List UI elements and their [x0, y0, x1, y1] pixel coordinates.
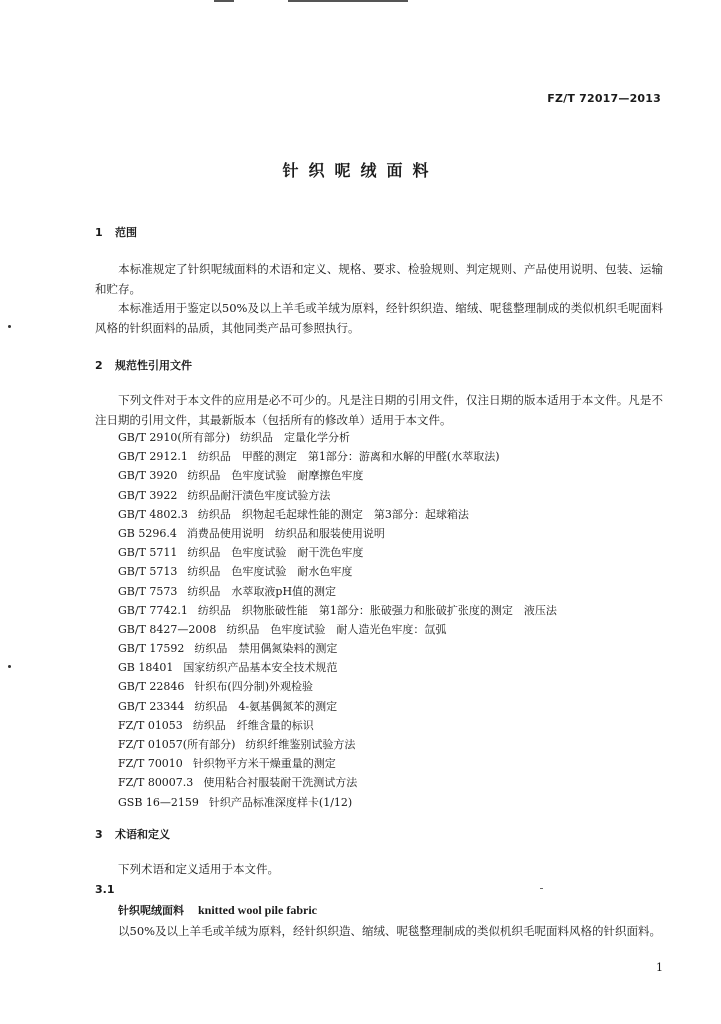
reference-title: 纺织品 色牢度试验 耐摩擦色牢度 [187, 469, 364, 483]
page-number: 1 [656, 961, 663, 974]
reference-code: GB 5296.4 [118, 526, 177, 540]
reference-title: 国家纺织产品基本安全技术规范 [183, 661, 338, 675]
reference-code: GB/T 3920 [118, 469, 178, 483]
reference-item [118, 716, 557, 735]
normative-intro [95, 390, 663, 430]
reference-item [118, 773, 557, 792]
normative-intro-text: 下列文件对于本文件的应用是必不可少的。凡是注日期的引用文件，仅注日期的版本适用于本文件。凡是不注日期的引用文件，其最新版本（包括所有的修改单）适用于本文件。 [95, 393, 663, 427]
reference-code: GB/T 5711 [118, 546, 178, 560]
reference-title: 纺织品 色牢度试验 耐水色牢度 [187, 565, 353, 579]
reference-title: 纺织品 织物起毛起球性能的测定 第3部分：起球箱法 [197, 507, 469, 521]
reference-item [118, 754, 557, 773]
term-number: 3.1 [95, 883, 115, 896]
terms-intro-text: 下列术语和定义适用于本文件。 [118, 862, 279, 876]
reference-title: 纺织品 4-氨基偶氮苯的测定 [194, 699, 338, 713]
reference-code: GB/T 8427—2008 [118, 622, 217, 636]
scope-paragraph-1 [95, 259, 663, 299]
reference-item [118, 466, 557, 485]
reference-title: 纺织品 纤维含量的标识 [192, 718, 314, 732]
reference-title: 针织布(四分制)外观检验 [194, 680, 313, 694]
terms-intro [95, 859, 663, 879]
section-title: 规范性引用文件 [115, 359, 192, 372]
standard-code: FZ/T 72017—2013 [547, 92, 661, 105]
section-heading-scope [95, 224, 137, 240]
section-heading-terms [95, 826, 170, 842]
scope-text-1: 本标准规定了针织呢绒面料的术语和定义、规格、要求、检验规则、判定规则、产品使用说明、包装、运输和贮存。 [95, 262, 663, 296]
reference-title: 纺织品 织物胀破性能 第1部分：胀破强力和胀破扩张度的测定 液压法 [197, 603, 557, 617]
scan-mark [214, 0, 234, 2]
reference-item [118, 486, 557, 505]
reference-code: GB/T 7742.1 [118, 603, 188, 617]
reference-code: GSB 16—2159 [118, 795, 199, 809]
reference-item [118, 658, 557, 677]
document-title: 针织呢绒面料 [282, 161, 439, 180]
reference-item [118, 601, 557, 620]
reference-code: GB/T 5713 [118, 565, 178, 579]
section-number: 3 [95, 828, 103, 841]
reference-code: FZ/T 01057(所有部分) [118, 738, 236, 751]
reference-code: GB/T 2910(所有部分) [118, 431, 230, 444]
reference-code: FZ/T 80007.3 [118, 776, 194, 790]
reference-code: FZ/T 70010 [118, 757, 183, 771]
scope-paragraph-2 [95, 298, 663, 338]
section-title: 范围 [115, 226, 137, 239]
scope-text-2: 本标准适用于鉴定以50%及以上羊毛或羊绒为原料，经针织织造、缩绒、呢毯整理制成的类似机织毛呢面料风格的针织面料的品质，其他同类产品可参照执行。 [95, 301, 663, 335]
margin-dot [8, 325, 11, 328]
reference-item [118, 620, 557, 639]
reference-item [118, 524, 557, 543]
reference-title: 纺织纤维鉴别试验方法 [245, 738, 356, 751]
term-zh: 针织呢绒面料 [118, 904, 184, 917]
reference-title: 消费品使用说明 纺织品和服装使用说明 [186, 526, 385, 540]
reference-title: 纺织品 定量化学分析 [240, 431, 350, 444]
reference-code: GB/T 2912.1 [118, 450, 188, 464]
section-number: 1 [95, 226, 103, 239]
reference-list [118, 428, 557, 812]
reference-title: 纺织品 色牢度试验 耐人造光色牢度：氙弧 [226, 622, 447, 636]
reference-title: 使用粘合衬服装耐干洗测试方法 [203, 776, 358, 790]
scan-mark [288, 0, 408, 2]
term-definition [95, 921, 663, 941]
reference-item [118, 428, 557, 447]
reference-code: GB/T 22846 [118, 680, 185, 694]
reference-title: 纺织品 水萃取液pH值的测定 [187, 584, 337, 598]
reference-code: GB 18401 [118, 661, 174, 675]
section-number: 2 [95, 359, 103, 372]
reference-item [118, 793, 557, 812]
reference-code: FZ/T 01053 [118, 718, 183, 732]
reference-title: 纺织品 禁用偶氮染料的测定 [194, 642, 338, 656]
section-heading-normative [95, 357, 192, 373]
reference-item [118, 735, 557, 754]
reference-code: GB/T 4802.3 [118, 507, 188, 521]
reference-title: 针织产品标准深度样卡(1/12) [208, 795, 353, 809]
reference-item [118, 562, 557, 581]
reference-title: 纺织品 甲醛的测定 第1部分：游离和水解的甲醛(水萃取法) [197, 450, 500, 464]
reference-item [118, 639, 557, 658]
reference-code: GB/T 17592 [118, 642, 185, 656]
reference-code: GB/T 3922 [118, 488, 178, 502]
reference-code: GB/T 7573 [118, 584, 178, 598]
reference-item [118, 505, 557, 524]
reference-item [118, 582, 557, 601]
reference-item [118, 543, 557, 562]
reference-item [118, 697, 557, 716]
section-title: 术语和定义 [115, 828, 170, 841]
term-definition-text: 以50%及以上羊毛或羊绒为原料，经针织织造、缩绒、呢毯整理制成的类似机织毛呢面料风格的针织面料。 [118, 924, 662, 938]
margin-dot [8, 665, 11, 668]
reference-title: 纺织品 色牢度试验 耐干洗色牢度 [187, 546, 364, 560]
scan-mark [540, 888, 543, 889]
reference-item [118, 677, 557, 696]
term-en: knitted wool pile fabric [198, 903, 317, 917]
reference-title: 针织物平方米干燥重量的测定 [192, 757, 336, 771]
reference-item [118, 447, 557, 466]
term-heading [118, 902, 317, 918]
reference-code: GB/T 23344 [118, 699, 185, 713]
reference-title: 纺织品耐汗渍色牢度试验方法 [187, 488, 331, 502]
